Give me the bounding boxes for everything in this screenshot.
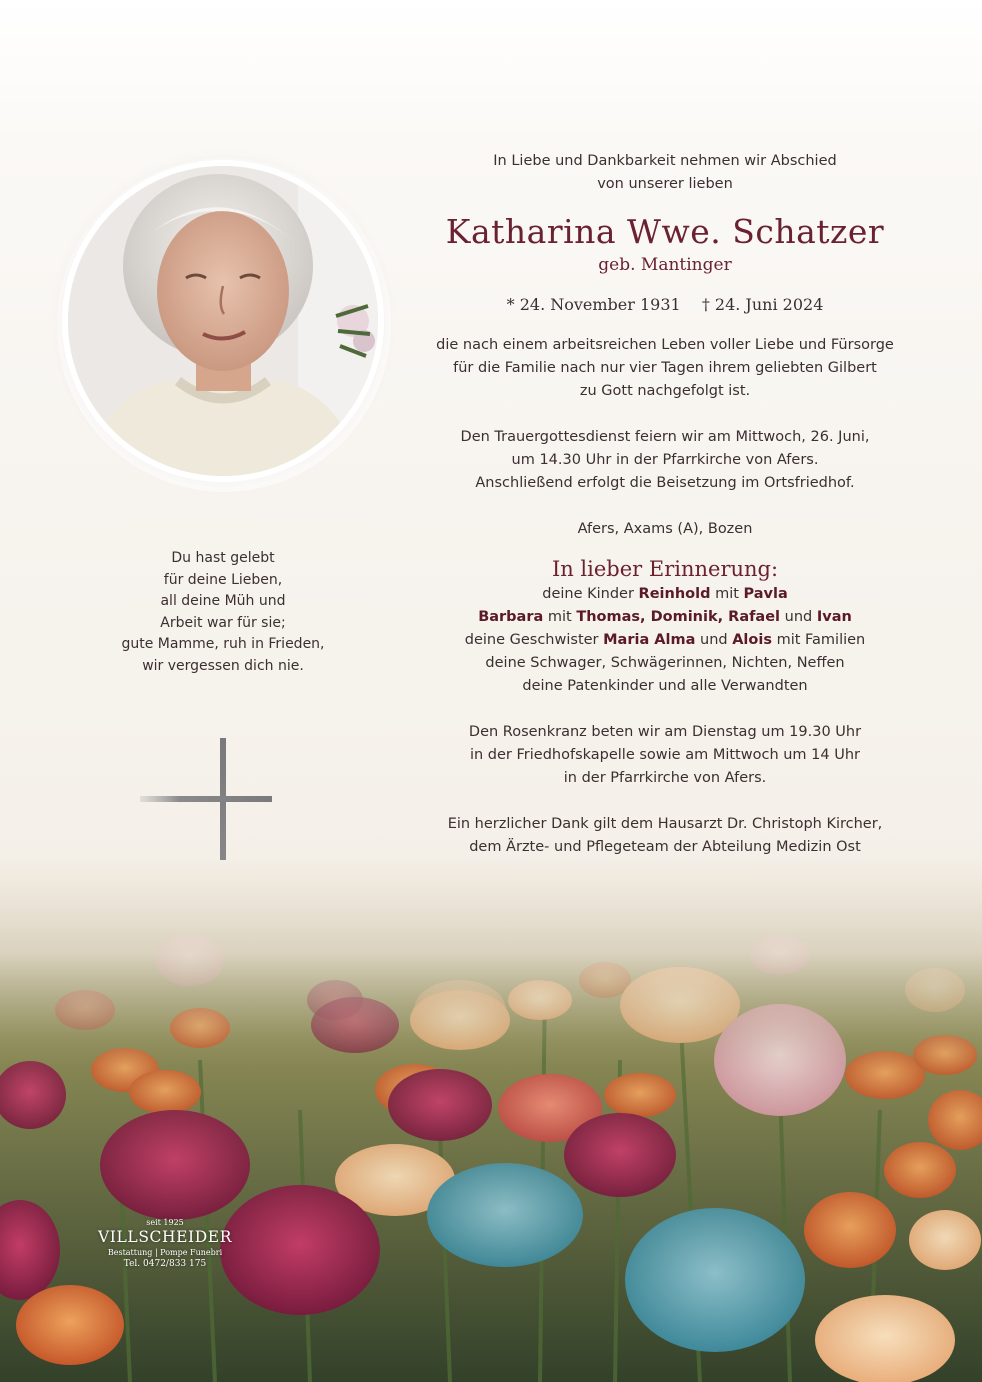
text-line: um 14.30 Uhr in der Pfarrkirche von Afers.: [511, 452, 819, 468]
text-line: in der Pfarrkirche von Afers.: [563, 770, 767, 786]
poem-line: gute Mamme, ruh in Frieden,: [121, 636, 325, 652]
obituary-text: [420, 150, 910, 905]
text-line: Den Rosenkranz beten wir am Dienstag um 19.30 Uhr: [468, 724, 862, 740]
life-dates: [420, 294, 910, 316]
mourners-line: deine Kinder Reinhold mit Pavla: [542, 586, 788, 602]
flower-field-image: [0, 860, 982, 1382]
logo-phone: Tel. 0472/833 175: [123, 1259, 207, 1269]
death-date: † 24. Juni 2024: [701, 295, 824, 314]
intro-line: von unserer lieben: [597, 176, 733, 192]
intro-line: In Liebe und Dankbarkeit nehmen wir Abschied: [493, 153, 837, 169]
places: Afers, Axams (A), Bozen: [577, 521, 753, 537]
logo-subtitle: Bestattung | Pompe Funebri: [107, 1248, 223, 1257]
text-line: dem Ärzte- und Pflegeteam der Abteilung Medizin Ost: [469, 839, 861, 855]
poem-line: wir vergessen dich nie.: [142, 657, 304, 674]
text-line: Anschließend erfolgt die Beisetzung im Ortsfriedhof.: [475, 475, 855, 491]
logo-since: seit 1925: [146, 1218, 184, 1227]
maiden-name: geb. Mantinger: [598, 255, 732, 275]
text-line: zu Gott nachgefolgt ist.: [579, 383, 751, 399]
poem-line: all deine Müh und: [160, 593, 286, 609]
portrait-photo: [68, 166, 378, 476]
text-line: Den Trauergottesdienst feiern wir am Mittwoch, 26. Juni,: [460, 429, 870, 445]
deceased-name: Katharina Wwe. Schatzer: [445, 212, 885, 251]
poem-line: für deine Lieben,: [163, 571, 283, 588]
text-line: für die Familie nach nur vier Tagen ihrem geliebten Gilbert: [453, 360, 877, 376]
poem: [92, 548, 354, 677]
logo-brand: VILLSCHEIDER: [98, 1228, 232, 1246]
mourners-line: deine Geschwister Maria Alma und Alois mit Familien: [464, 632, 866, 648]
text-line: die nach einem arbeitsreichen Leben voller Liebe und Fürsorge: [436, 337, 894, 353]
birth-date: * 24. November 1931: [506, 295, 681, 314]
poem-line: Arbeit war für sie;: [160, 614, 286, 631]
text-line: Ein herzlicher Dank gilt dem Hausarzt Dr. Christoph Kircher,: [447, 816, 883, 832]
poem-line: Du hast gelebt: [171, 550, 275, 566]
funeral-home-logo: [92, 1218, 238, 1271]
memory-heading: In lieber Erinnerung:: [551, 557, 779, 581]
mourners-line: deine Schwager, Schwägerinnen, Nichten, Neffen: [485, 655, 845, 671]
mourners-line: deine Patenkinder und alle Verwandten: [522, 678, 808, 694]
mourners-line: Barbara mit Thomas, Dominik, Rafael und Ivan: [478, 609, 852, 625]
text-line: in der Friedhofskapelle sowie am Mittwoch um 14 Uhr: [469, 747, 860, 763]
